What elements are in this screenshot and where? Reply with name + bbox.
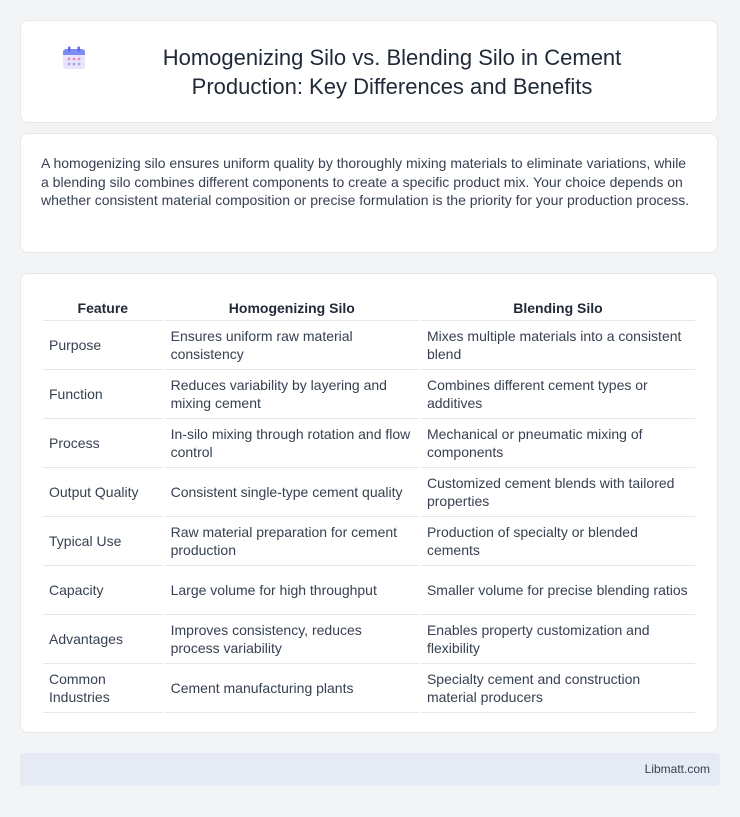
table-row bbox=[43, 664, 695, 713]
blending-cell: Production of specialty or blended cements bbox=[421, 517, 695, 566]
footer-brand[interactable]: Libmatt.com bbox=[644, 762, 710, 776]
header-blending-silo: Blending Silo bbox=[421, 296, 695, 321]
homogenizing-cell: Improves consistency, reduces process variability bbox=[165, 615, 419, 664]
blending-cell: Customized cement blends with tailored properties bbox=[421, 468, 695, 517]
blending-cell: Combines different cement types or additives bbox=[421, 370, 695, 419]
table-row bbox=[43, 468, 695, 517]
blending-cell: Enables property customization and flexibility bbox=[421, 615, 695, 664]
homogenizing-cell: Cement manufacturing plants bbox=[165, 664, 419, 713]
intro-card bbox=[20, 133, 718, 253]
header-feature: Feature bbox=[43, 296, 163, 321]
table-row bbox=[43, 419, 695, 468]
comparison-table bbox=[41, 296, 697, 713]
title-card bbox=[20, 20, 718, 123]
table-row bbox=[43, 566, 695, 615]
page-title: Homogenizing Silo vs. Blending Silo in Cement Production: Key Differences and Benefits bbox=[162, 44, 622, 99]
intro-paragraph: A homogenizing silo ensures uniform quality by thoroughly mixing materials to eliminate variations, while a blending silo combines different components to create a specific product mix. Your choice depends on whether consistent material composition or precise formulation is the priority for your production process. bbox=[41, 155, 690, 208]
table-row bbox=[43, 370, 695, 419]
table-header-row bbox=[43, 296, 695, 321]
feature-cell: Advantages bbox=[43, 615, 163, 664]
blending-cell: Mechanical or pneumatic mixing of components bbox=[421, 419, 695, 468]
feature-cell: Function bbox=[43, 370, 163, 419]
blending-cell: Smaller volume for precise blending ratios bbox=[421, 566, 695, 615]
feature-cell: Purpose bbox=[43, 321, 163, 370]
footer-bar bbox=[20, 753, 720, 786]
table-row bbox=[43, 321, 695, 370]
homogenizing-cell: In-silo mixing through rotation and flow control bbox=[165, 419, 419, 468]
homogenizing-cell: Reduces variability by layering and mixing cement bbox=[165, 370, 419, 419]
homogenizing-cell: Ensures uniform raw material consistency bbox=[165, 321, 419, 370]
homogenizing-cell: Raw material preparation for cement production bbox=[165, 517, 419, 566]
header-homogenizing-silo: Homogenizing Silo bbox=[165, 296, 419, 321]
table-row bbox=[43, 615, 695, 664]
feature-cell: Capacity bbox=[43, 566, 163, 615]
calendar-icon bbox=[61, 45, 87, 71]
feature-cell: Output Quality bbox=[43, 468, 163, 517]
comparison-card bbox=[20, 273, 718, 733]
blending-cell: Mixes multiple materials into a consistent blend bbox=[421, 321, 695, 370]
homogenizing-cell: Large volume for high throughput bbox=[165, 566, 419, 615]
homogenizing-cell: Consistent single-type cement quality bbox=[165, 468, 419, 517]
table-row bbox=[43, 517, 695, 566]
feature-cell: Process bbox=[43, 419, 163, 468]
blending-cell: Specialty cement and construction material producers bbox=[421, 664, 695, 713]
feature-cell: Common Industries bbox=[43, 664, 163, 713]
feature-cell: Typical Use bbox=[43, 517, 163, 566]
